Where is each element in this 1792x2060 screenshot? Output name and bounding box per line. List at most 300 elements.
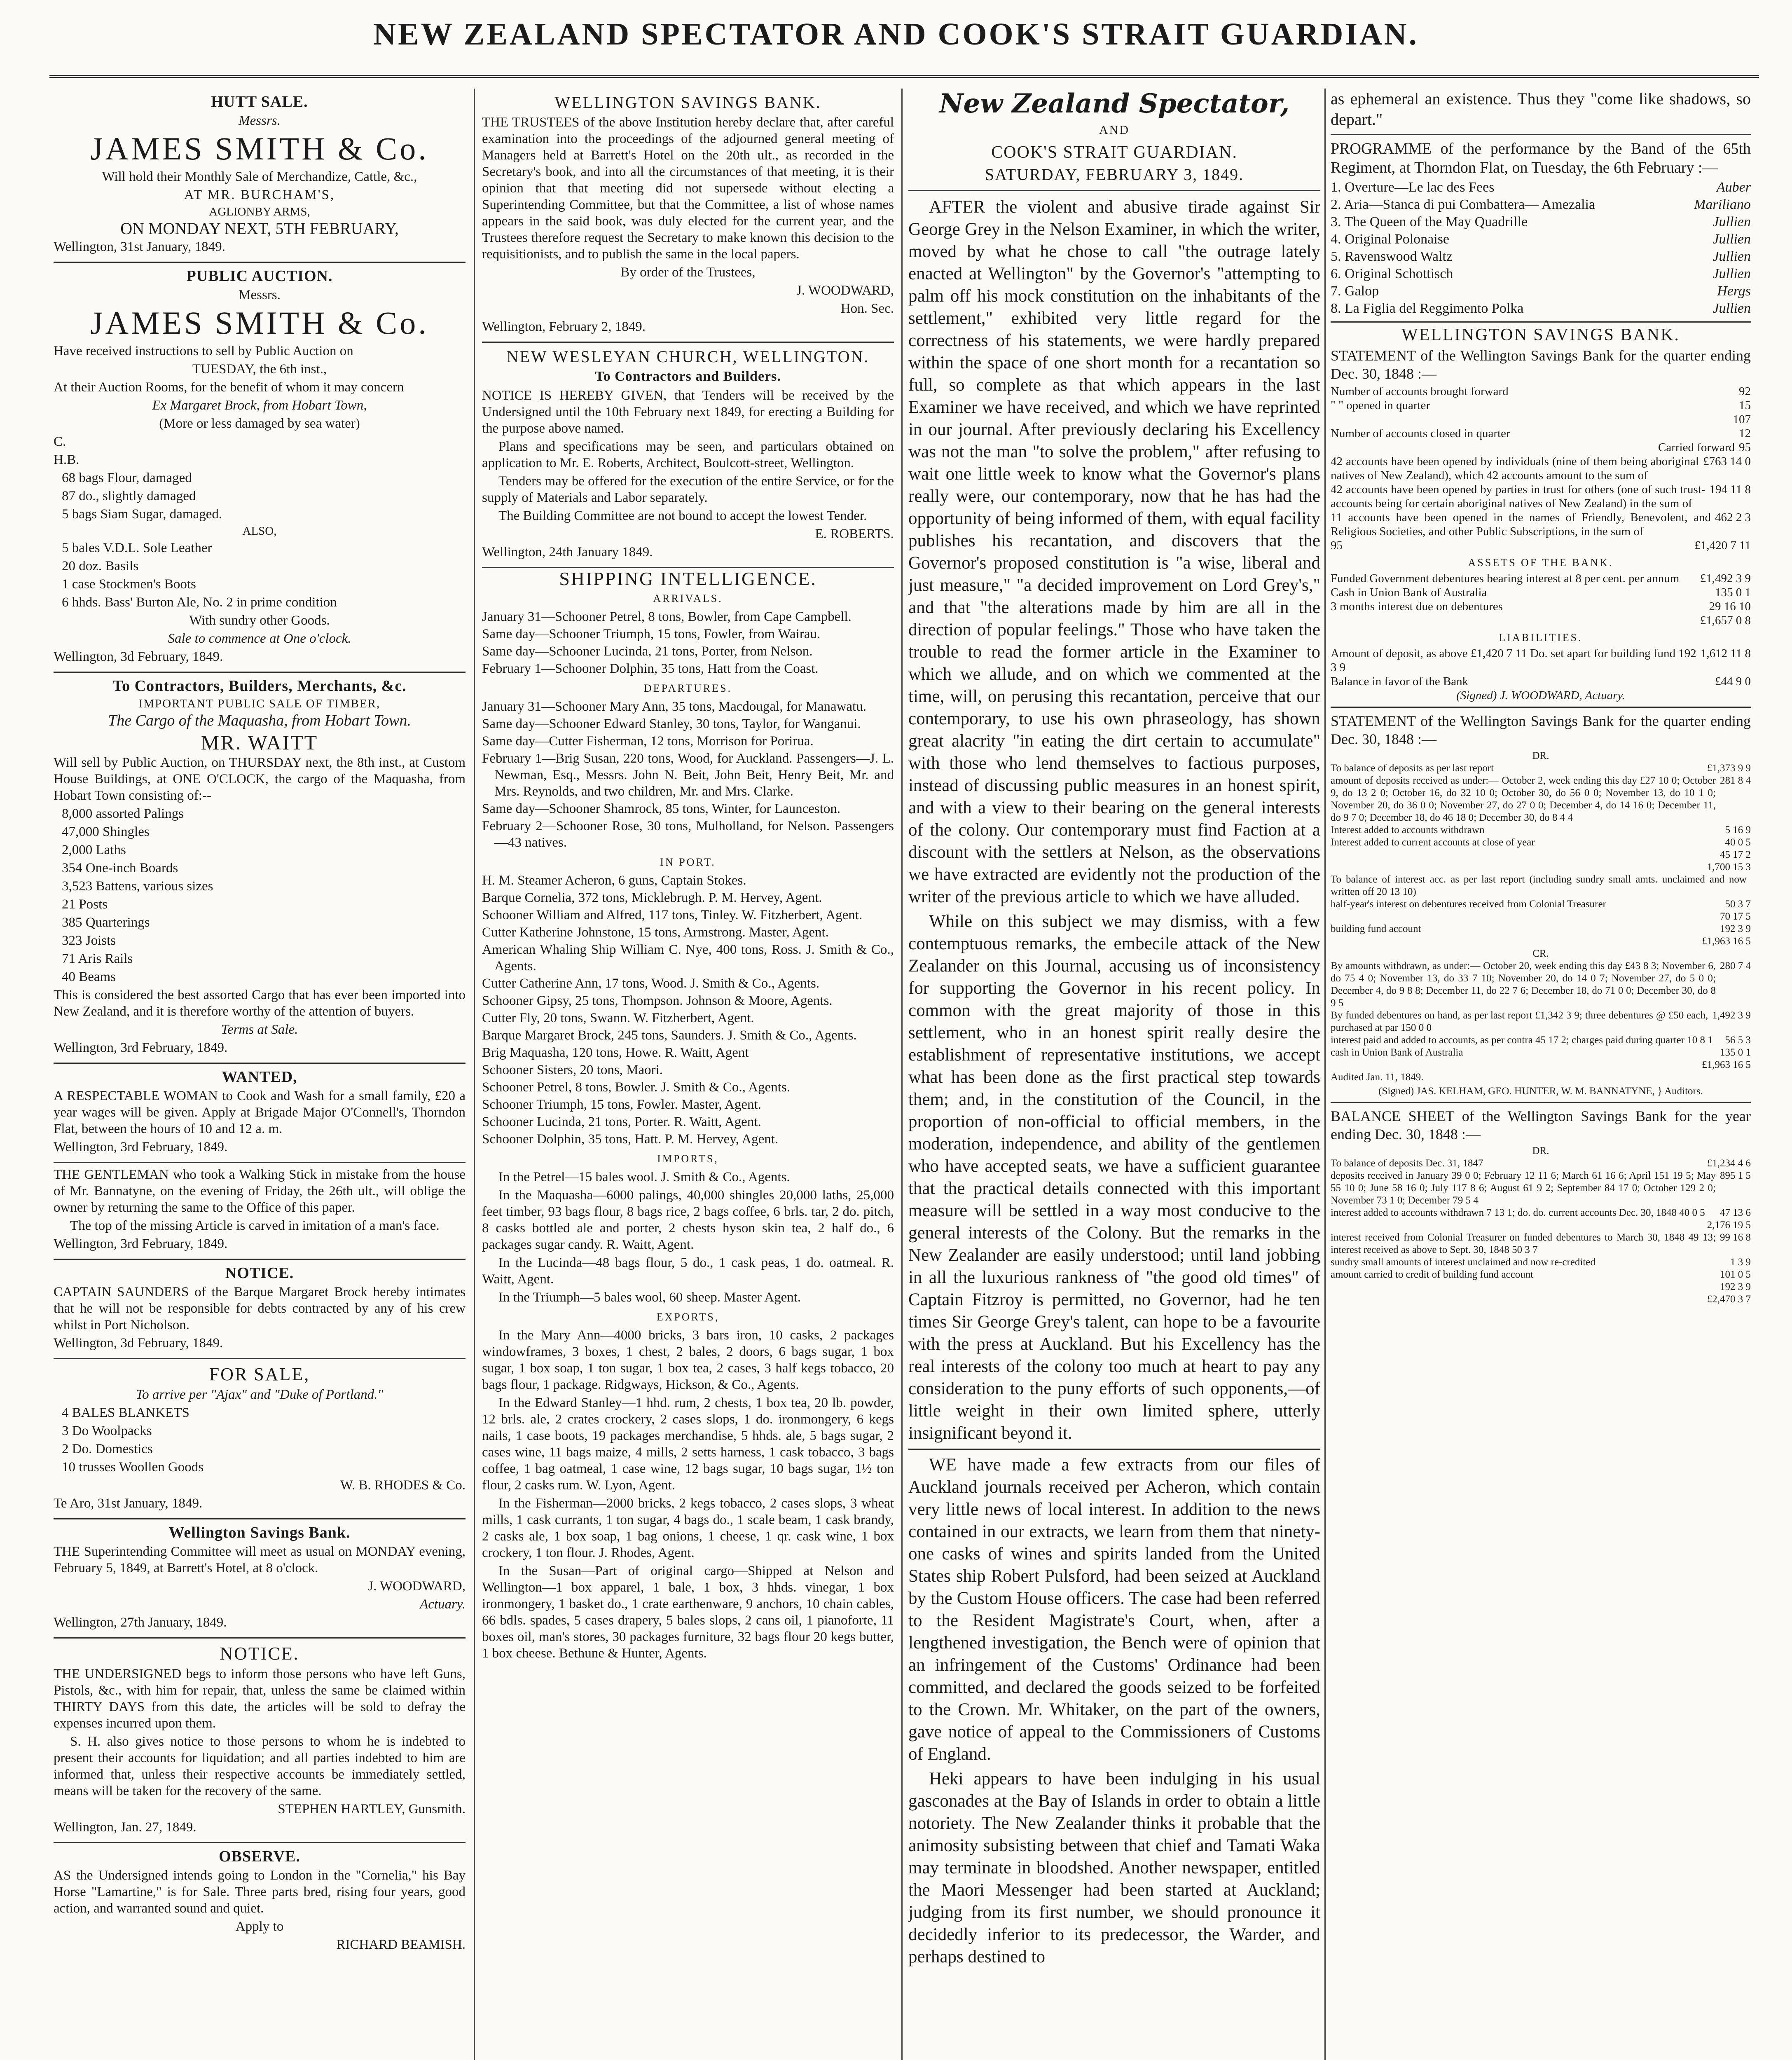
programme-composer: Jullien	[1712, 249, 1751, 264]
ad-notice-hartley	[54, 1639, 466, 1843]
ad-text: With sundry other Goods.	[189, 613, 330, 628]
row-label: Carried forward	[1658, 441, 1735, 454]
row-value: 47 13 6	[1720, 1207, 1751, 1218]
table-row	[1331, 1009, 1751, 1034]
ad-text: At their Auction Rooms, for the benefit of whom it may concern	[54, 380, 404, 395]
row-label: By amounts withdrawn, as under:— October 20, week ending this day £43 8 3; November 6, do 75 4 0; November 13, do 33 7 10; November 20, do 14 0 7; November 27, do 5 0 0; December 4, do 9 8 8; December 11, do 22 7 6; December 18, do 71 0 0; December 30, do 8 9 5	[1331, 960, 1716, 1009]
ad-signature: RICHARD BEAMISH.	[336, 1937, 466, 1952]
ad-text: Have received instructions to sell by Public Auction on	[54, 344, 353, 358]
list-item: 5 bales V.D.L. Sole Leather	[62, 541, 212, 555]
ad-observe	[54, 1843, 466, 1959]
programme-composer: Jullien	[1712, 266, 1751, 281]
ad-text: The top of the missing Article is carved in imitation of a man's face.	[70, 1218, 440, 1233]
ad-text: To arrive per "Ajax" and "Duke of Portland."	[136, 1387, 384, 1402]
row-value: 280 7 4	[1720, 960, 1751, 971]
row-label: Amount of deposit, as above £1,420 7 11 Do. set apart for building fund 192 3 9	[1331, 647, 1696, 674]
ad-text: Will sell by Public Auction, on THURSDAY next, the 8th inst., at Custom House Buildings, at ONE O'CLOCK, the cargo of the Maquasha, from Hobart Town consisting of:--	[54, 755, 466, 803]
row-label: building fund account	[1331, 923, 1421, 934]
ad-savings-bank-meeting	[54, 1519, 466, 1639]
ad-text: CAPTAIN SAUNDERS of the Barque Margaret Brock hereby intimates that he will not be responsible for debts contracted by any of his crew whilst in Port Nicholson.	[54, 1285, 466, 1332]
table-row	[1331, 898, 1751, 911]
editorial-subtitle: COOK'S STRAIT GUARDIAN.	[991, 143, 1238, 162]
balance-sheet-table	[1331, 1145, 1751, 1306]
table-row	[1331, 1170, 1751, 1207]
table-row	[1331, 440, 1751, 454]
row-label: To balance of deposits Dec. 31, 1847	[1331, 1158, 1483, 1169]
row-label: 42 accounts have been opened by parties in trust for others (one of such trust-accounts being for certain aboriginal natives of New Zealand) in the sum of	[1331, 483, 1705, 510]
row-value: 99 16 8	[1720, 1232, 1751, 1243]
list-item: 3 Do Woolpacks	[62, 1423, 152, 1438]
table-row	[1331, 836, 1751, 849]
table-row	[1331, 1157, 1751, 1170]
editorial-paragraph: While on this subject we may dismiss, with a few contemptuous remarks, the embecile attack of the New Zealander on this Journal, accusing us of inconsistency for supporting the Governor in his recent policy. In common with the great majority of those in this settlement, who in an honest spirit really desire the establishment of representative institutions, we accept what has been done as the first practical step towards them; and, in the constitution of the Council, in the proportion of non-official to official members, in the moderation, independence, and ability of the gentlemen who have accepted seats, we have a sufficient guarantee that the practical details connected with this important measure will be settled in a way most conducive to the general interests of the Colony. But the remarks in the New Zealander are easily understood; until land jobbing in all the luxurious rankness of "the good old times" of Captain Fitzroy is permitted, no Governor, had he ten times Sir George Grey's talent, can hope to be a favourite with the press at Auckland. But his Excellency has the real interests of the colony too much at heart to pay any consideration to the puny efforts of such opponents,—of little weight in their own limited sphere, utterly insignificant beyond it.	[908, 912, 1320, 1443]
column-divider	[474, 89, 475, 2060]
ad-text: Sale to commence at One o'clock.	[168, 631, 351, 646]
list-item: In the Edward Stanley—1 hhd. rum, 2 chests, 1 box tea, 20 lb. powder, 12 brls. ale, 2 crates crockery, 2 cases slops, 1 do. ironmongery, 6 kegs nails, 1 case boots, 19 packages merchandise, 5 hhds. ale, 5 bags sugar, 2 cases wine, 11 bags maize, 4 mills, 2 setts harness, 1 cask tobacco, 3 bags coffee, 1 bag oatmeal, 1 case wine, 12 bags sugar, 10 bags sugar, 1½ ton flour, 2 casks rum. W. Lyon, Agent.	[482, 1395, 894, 1493]
row-value: £1,373 9 9	[1707, 763, 1751, 774]
programme-item	[1331, 300, 1751, 317]
row-label: interest received from Colonial Treasurer on funded debentures to March 30, 1848 49 13; interest received as above to Sept. 30, 1848 50 3 7	[1331, 1232, 1716, 1255]
ad-name: MR. WAITT	[201, 731, 318, 754]
ad-wanted	[54, 1064, 466, 1163]
ad-text: By order of the Trustees,	[620, 265, 756, 280]
table-row	[1331, 384, 1751, 398]
ad-text: AGLIONBY ARMS,	[209, 205, 310, 218]
list-item: 4 BALES BLANKETS	[62, 1405, 189, 1420]
table-row	[1331, 426, 1751, 440]
ad-timber-sale	[54, 673, 466, 1064]
programme-piece: 7. Galop	[1331, 283, 1379, 299]
programme-item	[1331, 248, 1751, 265]
row-value: 12	[1739, 427, 1751, 440]
row-label: By funded debentures on hand, as per last report £1,342 3 9; three debentures @ £50 each, purchased at par 150 0 0	[1331, 1010, 1708, 1033]
programme-item	[1331, 231, 1751, 248]
ad-text: H.B.	[54, 452, 80, 467]
ad-signature: STEPHEN HARTLEY, Gunsmith.	[278, 1802, 466, 1817]
ad-subheading: To Contractors and Builders.	[595, 369, 781, 384]
table-row	[1331, 412, 1751, 426]
row-label: 42 accounts have been opened by individuals (nine of them being aboriginal natives of New Zealand), which 42 accounts amount to the sum of	[1331, 455, 1699, 482]
ad-text: THE TRUSTEES of the above Institution hereby declare that, after careful examination into the proceedings of the adjourned general meeting of Managers held at Barrett's Hotel on the 20th ult., as recorded in the Secretary's book, and into all the circumstances of that meeting, it is their opinion that that meeting did not supersede without electing a Superintending Committee, but that the Committee, a list of whose names appears in the said book, was duly elected for the current year, and the Trustees therefore request the Secretary to make known this decision to the requisitionists, and to publish the same in the local papers.	[482, 115, 894, 262]
table-row	[1331, 646, 1751, 674]
row-value: 40 0 5	[1725, 837, 1751, 848]
programme-intro: PROGRAMME of the performance by the Band of the 65th Regiment, at Thorndon Flat, on Tuesday, the 6th February :—	[1331, 140, 1751, 176]
row-value	[1747, 873, 1751, 898]
table-row	[1331, 1256, 1751, 1269]
list-item: 10 trusses Woollen Goods	[62, 1460, 204, 1475]
row-value: £1,234 4 6	[1707, 1158, 1751, 1169]
list-item: February 1—Brig Susan, 220 tons, Wood, for Auckland. Passengers—J. L. Newman, Esq., Messrs. John N. Beit, John Beit, Henry Beit, Mr. and Mrs. Reynolds, and two children, Mr. and Mrs. Clarke.	[482, 751, 894, 799]
row-label: interest added to accounts withdrawn 7 13 1; do. do. current accounts Dec. 30, 1848 40 0 5	[1331, 1207, 1705, 1218]
table-row	[1331, 824, 1751, 836]
editorial-paragraph: Heki appears to have been indulging in his usual gasconades at the Bay of Islands in order to obtain a little notoriety. The New Zealander thinks it probable that the animosity subsisting between that chief and Tamati Waka may terminate in bloodshed. Another newspaper, entitled the Maori Messenger had been started at Auckland; judging from its first number, we should pronounce it decidedly inferior to its predecessor, the Warder, and perhaps destined to	[908, 1769, 1320, 1966]
ad-text: Plans and specifications may be seen, and particulars obtained on application to Mr. E. Roberts, Architect, Boulcott-street, Wellington.	[482, 439, 894, 471]
table-row	[1331, 960, 1751, 1009]
editorial-paragraph: WE have made a few extracts from our files of Auckland journals received per Acheron, which contain very little news of local interest. In addition to the news contained in our extracts, we learn from them that ninety-one casks of wines and spirits landed from the United States ship Robert Pulsford, had been seized at Auckland by the Custom House officers. The case had been referred to the Resident Magistrate's Court, when, after a lengthened investigation, the Bench were of opinion that an infringement of the Customs' Ordinance had been committed, and declared the goods seized to be forfeited to the Crown. Mr. Whitaker, on the part of the owners, gave notice of appeal to the Commissioners of Customs of England.	[908, 1455, 1320, 1764]
statement-heading: STATEMENT of the Wellington Savings Bank for the quarter ending Dec. 30, 1848 :—	[1331, 713, 1751, 747]
divider	[1331, 707, 1751, 708]
ad-signature: Actuary.	[420, 1597, 466, 1612]
list-item: 1 case Stockmen's Boots	[62, 577, 196, 592]
ad-signature: J. WOODWARD,	[796, 283, 894, 298]
ad-heading: NOTICE.	[220, 1643, 299, 1664]
row-value: 192 3 9	[1720, 1281, 1751, 1292]
list-item: 20 doz. Basils	[62, 559, 139, 574]
statement-heading: STATEMENT of the Wellington Savings Bank for the quarter ending Dec. 30, 1848 :—	[1331, 347, 1751, 382]
programme-composer: Hergs	[1717, 283, 1751, 299]
row-value: 192 3 9	[1720, 923, 1751, 934]
table-row	[1331, 538, 1751, 552]
table-row	[1331, 510, 1751, 538]
ad-text: THE UNDERSIGNED begs to inform those persons who have left Guns, Pistols, &c., with him for repair, that, unless the same be claimed within THIRTY DAYS from this date, the articles will be sold to defray the expenses incurred upon them.	[54, 1667, 466, 1731]
divider	[1331, 321, 1751, 323]
row-label: Number of accounts brought forward	[1331, 385, 1509, 398]
list-item: Brig Maquasha, 120 tons, Howe. R. Waitt, Agent	[482, 1045, 749, 1060]
row-label: Funded Government debentures bearing interest at 8 per cent. per annum	[1331, 572, 1680, 585]
row-label: " " opened in quarter	[1331, 399, 1430, 412]
ad-text: TUESDAY, the 6th inst.,	[192, 362, 327, 377]
audited-date: Audited Jan. 11, 1849.	[1331, 1072, 1424, 1083]
row-value: 895 1 5	[1720, 1170, 1751, 1181]
ad-text: C.	[54, 434, 66, 449]
signature: (Signed) J. WOODWARD, Actuary.	[1456, 689, 1625, 702]
list-item: 21 Posts	[62, 897, 108, 912]
table-row	[1331, 1269, 1751, 1281]
column-1	[54, 89, 466, 2060]
list-item: 2 Do. Domestics	[62, 1442, 153, 1456]
subsection-heading: IMPORTS,	[657, 1153, 719, 1165]
row-label: deposits received in January 39 0 0; February 12 11 6; March 61 16 6; April 151 19 5; May 55 10 0; June 58 16 0; July 117 8 6; August 61 9 2; September 84 17 0; October 129 2 0; November 73 1 0; December 79 5 4	[1331, 1170, 1716, 1206]
ad-text: A RESPECTABLE WOMAN to Cook and Wash for a small family, £20 a year wages will be given. Apply at Brigade Major O'Connell's, Thorndon Flat, between the hours of 10 and 12 a. m.	[54, 1089, 466, 1136]
list-item: 8,000 assorted Palings	[62, 806, 184, 821]
row-value: 107	[1733, 413, 1751, 426]
ad-text: The Building Committee are not bound to accept the lowest Tender.	[498, 508, 867, 523]
programme-item	[1331, 265, 1751, 283]
programme-composer: Jullien	[1712, 214, 1751, 229]
table-row	[1331, 613, 1751, 627]
list-item: Same day—Cutter Fisherman, 12 tons, Morrison for Porirua.	[482, 734, 814, 749]
column-2	[482, 89, 894, 2060]
list-item: 40 Beams	[62, 969, 116, 984]
row-value: 194 11 8	[1709, 483, 1751, 496]
row-value: 92	[1739, 385, 1751, 398]
row-value: £1,492 3 9	[1700, 572, 1751, 585]
row-value: 95	[1739, 441, 1751, 454]
masthead: NEW ZEALAND SPECTATOR AND COOK'S STRAIT GUARDIAN.	[373, 17, 1419, 52]
row-label: amount of deposits received as under:— October 2, week ending this day £27 10 0; October 9, do 13 2 0; October 16, do 32 10 0; October 30, do 56 0 0; November 13, do 10 1 0; November 20, do 36 0 0; November 27, do 27 0 0; December 4, do 14 16 0; December 11, do 9 7 0; December 18, do 46 18 0; December 30, do 8 4 4	[1331, 775, 1716, 823]
list-item: In the Susan—Part of original cargo—Shipped at Nelson and Wellington—1 box apparel, 1 bale, 1 box, 3 hhds. vinegar, 1 box ironmongery, 1 basket do., 1 crate earthenware, 9 anchors, 10 chain cables, 66 bdls. spades, 5 cases drapery, 5 bales slops, 2 cans oil, 1 pianoforte, 11 boxes oil, man's stores, 30 packages furniture, 32 bags flour 20 kegs butter, 1 box cheese. Bethune & Hunter, Agents.	[482, 1564, 894, 1661]
list-item: 87 do., slightly damaged	[62, 489, 196, 503]
row-label: cash in Union Bank of Australia	[1331, 1047, 1463, 1058]
column-4	[1331, 89, 1751, 2060]
table-row	[1331, 1231, 1751, 1256]
list-item: Barque Margaret Brock, 245 tons, Saunders. J. Smith & Co., Agents.	[482, 1028, 857, 1043]
row-value: 1,612 11 8	[1700, 647, 1751, 660]
table-row	[1331, 1034, 1751, 1046]
ad-text: (More or less damaged by sea water)	[159, 416, 360, 431]
list-item: 6 hhds. Bass' Burton Ale, No. 2 in prime condition	[62, 595, 337, 610]
programme-composer: Jullien	[1712, 232, 1751, 247]
ad-date: Wellington, 31st January, 1849.	[54, 239, 225, 254]
list-item: In the Mary Ann—4000 bricks, 3 bars iron, 10 casks, 2 packages windowframes, 3 boxes, 1 chest, 2 bales, 2 doors, 6 bags sugar, 1 box sugar, 1 box soap, 1 ton sugar, 1 box tea, 2 cases, 3 half kegs tobacco, 20 bags flour, 1 package. Ridgways, Hickson, & Co., Agents.	[482, 1328, 894, 1392]
ad-heading: To Contractors, Builders, Merchants, &c.	[112, 677, 407, 695]
list-item: ALSO,	[242, 524, 277, 538]
row-label: half-year's interest on debentures received from Colonial Treasurer	[1331, 899, 1606, 910]
ad-text: THE GENTLEMAN who took a Walking Stick in mistake from the house of Mr. Bannatyne, on the evening of Friday, the 26th ult., will oblige the owner by returning the same to the Office of this paper.	[54, 1167, 466, 1215]
programme-piece: 3. The Queen of the May Quadrille	[1331, 214, 1528, 229]
row-value: 462 2 3	[1715, 511, 1751, 524]
list-item: Schooner Lucinda, 21 tons, Porter. R. Waitt, Agent.	[482, 1114, 761, 1129]
row-value: 135 0 1	[1715, 586, 1751, 599]
table-row	[1331, 923, 1751, 935]
programme-piece: 2. Aria—Stanca di pui Combattera— Amezalia	[1331, 197, 1595, 212]
ad-signature: Hon. Sec.	[840, 301, 894, 316]
table-row	[1331, 911, 1751, 923]
list-item: 3,523 Battens, various sizes	[62, 879, 213, 894]
list-item: Schooner Petrel, 8 tons, Bowler. J. Smith & Co., Agents.	[482, 1080, 790, 1095]
dr-label: DR.	[1532, 1145, 1549, 1156]
ad-date: Wellington, February 2, 1849.	[482, 319, 646, 334]
ad-text: Messrs.	[239, 288, 281, 302]
subsection-heading: IN PORT.	[660, 856, 716, 868]
ad-text: Apply to	[235, 1919, 284, 1934]
ad-text: Terms at Sale.	[221, 1022, 298, 1037]
row-label: 11 accounts have been opened in the names of Friendly, Benevolent, and Religious Societies, and other Public Subscriptions, in the sum of	[1331, 511, 1711, 538]
ad-date: Wellington, Jan. 27, 1849.	[54, 1820, 197, 1835]
row-value: £2,470 3 7	[1707, 1294, 1751, 1305]
table-row	[1331, 1281, 1751, 1293]
divider	[1331, 134, 1751, 135]
programme-item	[1331, 196, 1751, 213]
ad-text: IMPORTANT PUBLIC SALE OF TIMBER,	[138, 697, 381, 710]
row-value: £1,963 16 5	[1702, 936, 1751, 947]
dr-label: DR.	[1532, 750, 1549, 761]
ad-date: Wellington, 3rd February, 1849.	[54, 1236, 228, 1251]
ad-date: Wellington, 3d February, 1849.	[54, 649, 223, 664]
ad-text: The Cargo of the Maquasha, from Hobart Town.	[108, 712, 411, 729]
accounts-table	[1331, 384, 1751, 702]
subsection-heading: DEPARTURES.	[643, 682, 732, 694]
ad-text: NOTICE IS HEREBY GIVEN, that Tenders will be received by the Undersigned until the 10th February next 1849, for erecting a Building for the purpose above named.	[482, 388, 894, 436]
row-value: £1,963 16 5	[1702, 1059, 1751, 1070]
row-label: amount carried to credit of building fund account	[1331, 1269, 1534, 1280]
ad-heading: Wellington Savings Bank.	[168, 1524, 351, 1541]
ad-for-sale	[54, 1359, 466, 1519]
row-value: 135 0 1	[1720, 1047, 1751, 1058]
table-row	[1331, 1059, 1751, 1071]
list-item: In the Petrel—15 bales wool. J. Smith & Co., Agents.	[498, 1170, 790, 1184]
ad-date: Wellington, 27th January, 1849.	[54, 1615, 227, 1630]
list-item: 5 bags Siam Sugar, damaged.	[62, 507, 222, 522]
list-item: Schooner Sisters, 20 tons, Maori.	[482, 1063, 663, 1077]
row-value: 29 16 10	[1709, 600, 1751, 613]
ad-heading: NOTICE.	[225, 1264, 294, 1282]
subsection-heading: EXPORTS,	[656, 1311, 720, 1323]
editorial-date: SATURDAY, FEBRUARY 3, 1849.	[908, 164, 1320, 191]
ad-text: THE Superintending Committee will meet as usual on MONDAY evening, February 5, 1849, at Barrett's Hotel, at 8 o'clock.	[54, 1544, 466, 1575]
balance-sheet-heading: BALANCE SHEET of the Wellington Savings Bank for the year ending Dec. 30, 1848 :—	[1331, 1108, 1751, 1142]
ad-firm-name: JAMES SMITH & Co.	[90, 305, 429, 341]
ad-firm-name: JAMES SMITH & Co.	[90, 131, 429, 166]
table-row	[1331, 861, 1751, 873]
row-value: 281 8 4	[1720, 775, 1751, 786]
ad-savings-bank-trustees	[482, 89, 894, 343]
list-item: Cutter Katherine Johnstone, 15 tons, Armstrong. Master, Agent.	[482, 925, 829, 940]
programme-item	[1331, 283, 1751, 300]
ad-date: Wellington, 3d February, 1849.	[54, 1336, 223, 1351]
editorial-title: New Zealand Spectator,	[939, 89, 1290, 119]
row-value: 45 17 2	[1720, 849, 1751, 860]
list-item: In the Lucinda—48 bags flour, 5 do., 1 cask peas, 1 do. oatmeal. R. Waitt, Agent.	[482, 1255, 894, 1287]
ad-text: Tenders may be offered for the execution of the entire Service, or for the supply of Materials and Labor separately.	[482, 474, 894, 505]
table-row	[1331, 849, 1751, 861]
ad-walking-stick	[54, 1163, 466, 1260]
row-value: 1 3 9	[1730, 1257, 1751, 1268]
programme-piece: 4. Original Polonaise	[1331, 232, 1450, 247]
list-item: 68 bags Flour, damaged	[62, 471, 192, 485]
dr-cr-table	[1331, 750, 1751, 1098]
editorial-and: AND	[1099, 123, 1130, 137]
divider	[1331, 1102, 1751, 1103]
ad-heading: FOR SALE,	[209, 1364, 310, 1384]
shipping-intelligence	[482, 568, 894, 1662]
ad-text: AT MR. BURCHAM'S,	[184, 187, 335, 202]
list-item: 47,000 Shingles	[62, 824, 150, 839]
row-value: 15	[1739, 399, 1751, 412]
table-row	[1331, 454, 1751, 482]
editorial-continued: as ephemeral an existence. Thus they "come like shadows, so depart."	[1331, 89, 1751, 129]
list-item: American Whaling Ship William C. Nye, 400 tons, Ross. J. Smith & Co., Agents.	[482, 942, 894, 974]
subsection-heading: LIABILITIES.	[1499, 632, 1583, 644]
table-row	[1331, 1293, 1751, 1306]
subsection-heading: ARRIVALS.	[653, 592, 723, 604]
programme-piece: 1. Overture—Le lac des Fees	[1331, 180, 1495, 195]
ad-text: This is considered the best assorted Cargo that has ever been imported into New Zealand, and it is therefore worthy of the attention of buyers.	[54, 988, 466, 1019]
row-label: Interest added to current accounts at close of year	[1331, 837, 1535, 848]
cr-label: CR.	[1532, 948, 1549, 959]
table-row	[1331, 873, 1751, 898]
subsection-heading: ASSETS OF THE BANK.	[1468, 557, 1614, 569]
list-item: 323 Joists	[62, 933, 116, 948]
list-item: Schooner William and Alfred, 117 tons, Tinley. W. Fitzherbert, Agent.	[482, 908, 863, 922]
list-item: Barque Cornelia, 372 tons, Micklebrugh. P. M. Hervey, Agent.	[482, 890, 822, 905]
ad-date: Te Aro, 31st January, 1849.	[54, 1496, 203, 1511]
column-divider	[1324, 89, 1326, 2060]
list-item: Cutter Catherine Ann, 17 tons, Wood. J. Smith & Co., Agents.	[482, 976, 819, 991]
list-item: February 1—Schooner Dolphin, 35 tons, Hatt from the Coast.	[482, 661, 819, 676]
list-item: 71 Aris Rails	[62, 951, 133, 966]
list-item: Schooner Gipsy, 25 tons, Thompson. Johnson & Moore, Agents.	[482, 993, 833, 1008]
list-item: 354 One-inch Boards	[62, 861, 178, 876]
programme-composer: Mariliano	[1694, 197, 1751, 212]
list-item: Schooner Dolphin, 35 tons, Hatt. P. M. Hervey, Agent.	[482, 1132, 779, 1147]
ad-public-auction	[54, 263, 466, 673]
table-row	[1331, 775, 1751, 824]
ad-heading: NEW WESLEYAN CHURCH, WELLINGTON.	[506, 347, 870, 366]
row-label: 3 months interest due on debentures	[1331, 600, 1503, 613]
programme-piece: 8. La Figlia del Reggimento Polka	[1331, 301, 1524, 316]
ad-notice-saunders	[54, 1260, 466, 1359]
table-row	[1331, 599, 1751, 613]
table-row	[1331, 935, 1751, 948]
editorial-paragraph: AFTER the violent and abusive tirade against Sir George Grey in the Nelson Examiner, in which the writer, moved by what he chose to call "the outrage lately enacted at Wellington" by the Governor's "attempting to palm off his mock constitution on the inhabitants of the settlement," exhibited very little regard for the correctness of his statements, we were hardly prepared within the space of one short month for a recantation so full, so complete as that which appears in the last Examiner we have received, and which we have reprinted in our journal. After previously declaring his Excellency was not the man "to solve the problem," after refusing to wait one little week to know what the Governor's plans really were, our contemporary, now that he has had the opportunity of being informed of them, with equal facility publishes his recantation, and discovers that the Governor's proposed constitution is "a wise, liberal and just measure," "a decided improvement on Lord Grey's," and that "the alterations made by him are all in the direction of popular feelings." Those who have taken the trouble to read the former article in the Examiner to which we allude, and on which we commented at the time, will, on perusing this recantation, perceive that our contemporary, to use his own phraseology, has shown great alacrity "in eating the dirt certain to accumulate" with those who lend themselves to factious purposes, instead of discussing public measures in an honest spirit, and with a view to their bearing on the general interests of the colony. Our contemporary must find Faction at a discount with the settlers at Nelson, as the observations we have extracted are evidently not the production of the writer of the previous article to which we have alluded.	[908, 197, 1320, 906]
row-value: 5 16 9	[1725, 824, 1751, 836]
masthead-rule	[49, 75, 1759, 78]
column-divider	[901, 89, 903, 2060]
list-item: Same day—Schooner Edward Stanley, 30 tons, Taylor, for Wanganui.	[482, 716, 861, 731]
table-row	[1331, 585, 1751, 599]
ad-date: Wellington, 3rd February, 1849.	[54, 1140, 228, 1154]
ad-text: Will hold their Monthly Sale of Merchandize, Cattle, &c.,	[102, 169, 417, 184]
row-value: 2,176 19 5	[1707, 1220, 1751, 1231]
table-row	[1331, 1219, 1751, 1231]
table-row	[1331, 482, 1751, 510]
list-item: Same day—Schooner Triumph, 15 tons, Fowler, from Wairau.	[482, 627, 821, 641]
row-value: £1,420 7 11	[1694, 539, 1751, 552]
list-item: In the Fisherman—2000 bricks, 2 kegs tobacco, 2 cases slops, 3 wheat mills, 1 cask currants, 1 ton sugar, 4 bags do., 1 scale beam, 1 cask brandy, 2 casks ale, 1 box soap, 1 bag onions, 1 cheese, 1 qr. cask wine, 1 box crockery, 1 ton flour. J. Rhodes, Agent.	[482, 1496, 894, 1560]
row-value: £1,657 0 8	[1700, 614, 1751, 627]
programme-item	[1331, 213, 1751, 231]
list-item: Schooner Triumph, 15 tons, Fowler. Master, Agent.	[482, 1097, 761, 1112]
list-item: January 31—Schooner Mary Ann, 35 tons, Macdougal, for Manawatu.	[482, 699, 866, 714]
ad-heading: WANTED,	[222, 1068, 297, 1086]
list-item: January 31—Schooner Petrel, 8 tons, Bowler, from Cape Campbell.	[482, 609, 852, 624]
table-row	[1331, 1207, 1751, 1219]
table-row	[1331, 674, 1751, 688]
row-label: Interest added to accounts withdrawn	[1331, 824, 1485, 836]
column-3-editorial	[908, 89, 1320, 2060]
programme-piece: 6. Original Schottisch	[1331, 266, 1453, 281]
programme-item	[1331, 179, 1751, 196]
table-row	[1331, 398, 1751, 412]
list-item: February 2—Schooner Rose, 30 tons, Mulholland, for Nelson. Passengers—43 natives.	[482, 819, 894, 850]
row-value: 101 0 5	[1720, 1269, 1751, 1280]
row-label: To balance of deposits as per last report	[1331, 763, 1494, 774]
ad-date: Wellington, 3rd February, 1849.	[54, 1040, 228, 1055]
row-label: sundry small amounts of interest unclaimed and now re-credited	[1331, 1257, 1595, 1268]
ad-text: AS the Undersigned intends going to London in the "Cornelia," his Bay Horse "Lamartine," is for Sale. Three parts bred, rising four years, good action, and warranted sound and quiet.	[54, 1868, 466, 1916]
row-label: interest paid and added to accounts, as per contra 45 17 2; charges paid during quarter 10 8 1	[1331, 1035, 1713, 1046]
table-row	[1331, 1046, 1751, 1059]
row-label: Number of accounts closed in quarter	[1331, 427, 1510, 440]
ad-heading: WELLINGTON SAVINGS BANK.	[554, 93, 821, 112]
row-value: £763 14 0	[1703, 455, 1751, 468]
ad-heading: OBSERVE.	[219, 1848, 300, 1865]
table-row	[1331, 571, 1751, 585]
row-label: 95	[1331, 539, 1343, 552]
row-label: To balance of interest acc. as per last report (including sundry small amts. unclaimed and now written off 20 13 10)	[1331, 874, 1747, 897]
ad-heading: HUTT SALE.	[211, 93, 308, 110]
section-heading: SHIPPING INTELLIGENCE.	[559, 568, 817, 589]
ad-text: ON MONDAY NEXT, 5TH FEBRUARY,	[120, 219, 399, 238]
ad-signature: W. B. RHODES & Co.	[340, 1478, 466, 1493]
row-value: 70 17 5	[1720, 911, 1751, 922]
programme-piece: 5. Ravenswood Waltz	[1331, 249, 1453, 264]
ad-hutt-sale	[54, 89, 466, 263]
list-item: In the Maquasha—6000 palings, 40,000 shingles 20,000 laths, 25,000 feet timber, 93 bags flour, 8 bags rice, 2 bags coffee, 6 brls. tar, 2 do. pitch, 8 casks bottled ale and porter, 2 chests hyson skin tea, 2 half do., 6 packages sugar candy. R. Waitt, Agent.	[482, 1188, 894, 1252]
list-item: H. M. Steamer Acheron, 6 guns, Captain Stokes.	[482, 873, 746, 888]
ad-text: Ex Margaret Brock, from Hobart Town,	[152, 398, 367, 413]
ad-text: Messrs.	[239, 113, 281, 128]
auditors-signature: (Signed) JAS. KELHAM, GEO. HUNTER, W. M. BANNATYNE, } Auditors.	[1378, 1086, 1703, 1097]
row-value: 1,492 3 9	[1712, 1010, 1751, 1021]
table-row	[1331, 762, 1751, 775]
list-item: 385 Quarterings	[62, 915, 150, 930]
ad-text: S. H. also gives notice to those persons to whom he is indebted to present their accounts for liquidation; and all parties indebted to him are informed that, unless their respective accounts be immediately settled, means will be taken for the recovery of the same.	[54, 1734, 466, 1798]
list-item: 2,000 Laths	[62, 843, 126, 857]
list-item: Cutter Fly, 20 tons, Swann. W. Fitzherbert, Agent.	[482, 1011, 754, 1025]
row-value: £44 9 0	[1715, 675, 1751, 688]
